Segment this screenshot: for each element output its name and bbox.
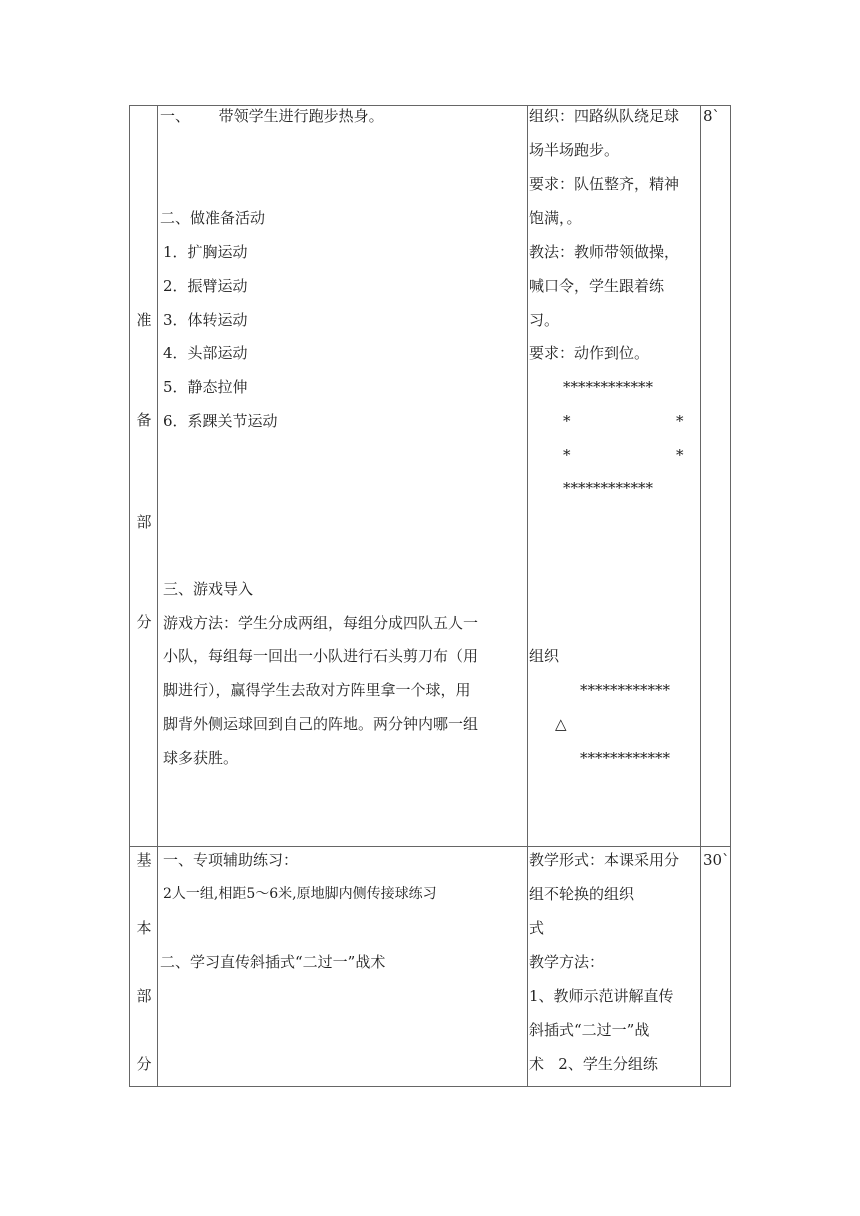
org-line: 组织 (529, 647, 560, 665)
formation-stars: * (676, 446, 684, 464)
table-border-right (730, 105, 731, 1087)
org-line: 组不轮换的组织 (529, 885, 635, 903)
table-col-divider (700, 105, 701, 1087)
content-line: 1．扩胸运动 (163, 243, 248, 261)
content-line: 一、专项辅助练习： (163, 851, 299, 869)
org-line: 斜插式“二过一”战 (529, 1021, 650, 1039)
content-line: 2．振臂运动 (163, 277, 248, 295)
triangle-marker: △ (555, 715, 567, 733)
content-line: 球多获胜。 (163, 749, 239, 767)
content-line: 三、游戏导入 (163, 580, 254, 598)
formation-stars: * (563, 446, 571, 464)
content-line: 5．静态拉伸 (163, 378, 248, 396)
time-value: 30` (703, 851, 730, 869)
org-line: 教学形式：本课采用分 (529, 851, 680, 869)
content-line: 二、学习直传斜插式“二过一”战术 (160, 953, 386, 971)
table-border-left (129, 105, 130, 1087)
content-line: 2人一组,相距5～6米,原地脚内侧传接球练习 (163, 886, 437, 902)
content-line: 4．头部运动 (163, 344, 248, 362)
content-line: 小队，每组每一回出一小队进行石头剪刀布（用 (163, 647, 479, 665)
content-line: 6．系踝关节运动 (163, 412, 278, 430)
content-line: 二、做准备活动 (160, 209, 266, 227)
table-col-divider (527, 105, 528, 1087)
table-border-bottom (129, 1086, 731, 1087)
formation-stars: * (563, 412, 571, 430)
content-line: 一、 带领学生进行跑步热身。 (160, 107, 384, 125)
table-col-divider (157, 105, 158, 1087)
org-line: 组织：四路纵队绕足球 (529, 107, 680, 125)
time-value: 8` (703, 107, 721, 125)
section-label-char: 本 (136, 919, 152, 937)
org-line: 要求：队伍整齐，精神 (529, 175, 680, 193)
section-label-char: 分 (136, 613, 152, 631)
formation-stars: * (676, 412, 684, 430)
formation-stars: ************ (580, 749, 670, 767)
section-label-char: 基 (136, 851, 152, 869)
org-line: 1、教师示范讲解直传 (529, 987, 674, 1005)
org-line: 饱满，。 (529, 209, 582, 227)
org-line: 场半场跑步。 (529, 141, 620, 159)
org-line: 教法：教师带领做操， (529, 243, 680, 261)
org-line: 要求：动作到位。 (529, 344, 650, 362)
table-row-divider (129, 846, 731, 847)
content-line: 脚背外侧运球回到自己的阵地。两分钟内哪一组 (163, 715, 479, 733)
section-label-char: 分 (136, 1055, 152, 1073)
org-line: 式 (529, 919, 545, 937)
org-line: 教学方法： (529, 953, 605, 971)
org-line: 术 2、学生分组练 (529, 1055, 658, 1073)
formation-stars: ************ (563, 378, 653, 396)
section-label-char: 部 (136, 513, 152, 531)
section-label-char: 准 (136, 311, 152, 329)
content-line: 脚进行），赢得学生去敌对方阵里拿一个球，用 (163, 681, 471, 699)
section-label-char: 部 (136, 987, 152, 1005)
org-line: 喊口令，学生跟着练 (529, 277, 665, 295)
formation-stars: ************ (580, 681, 670, 699)
content-line: 3．体转运动 (163, 311, 248, 329)
section-label-char: 备 (136, 411, 152, 429)
org-line: 习。 (529, 311, 560, 329)
formation-stars: ************ (563, 479, 653, 497)
content-line: 游戏方法：学生分成两组，每组分成四队五人一 (163, 614, 479, 632)
